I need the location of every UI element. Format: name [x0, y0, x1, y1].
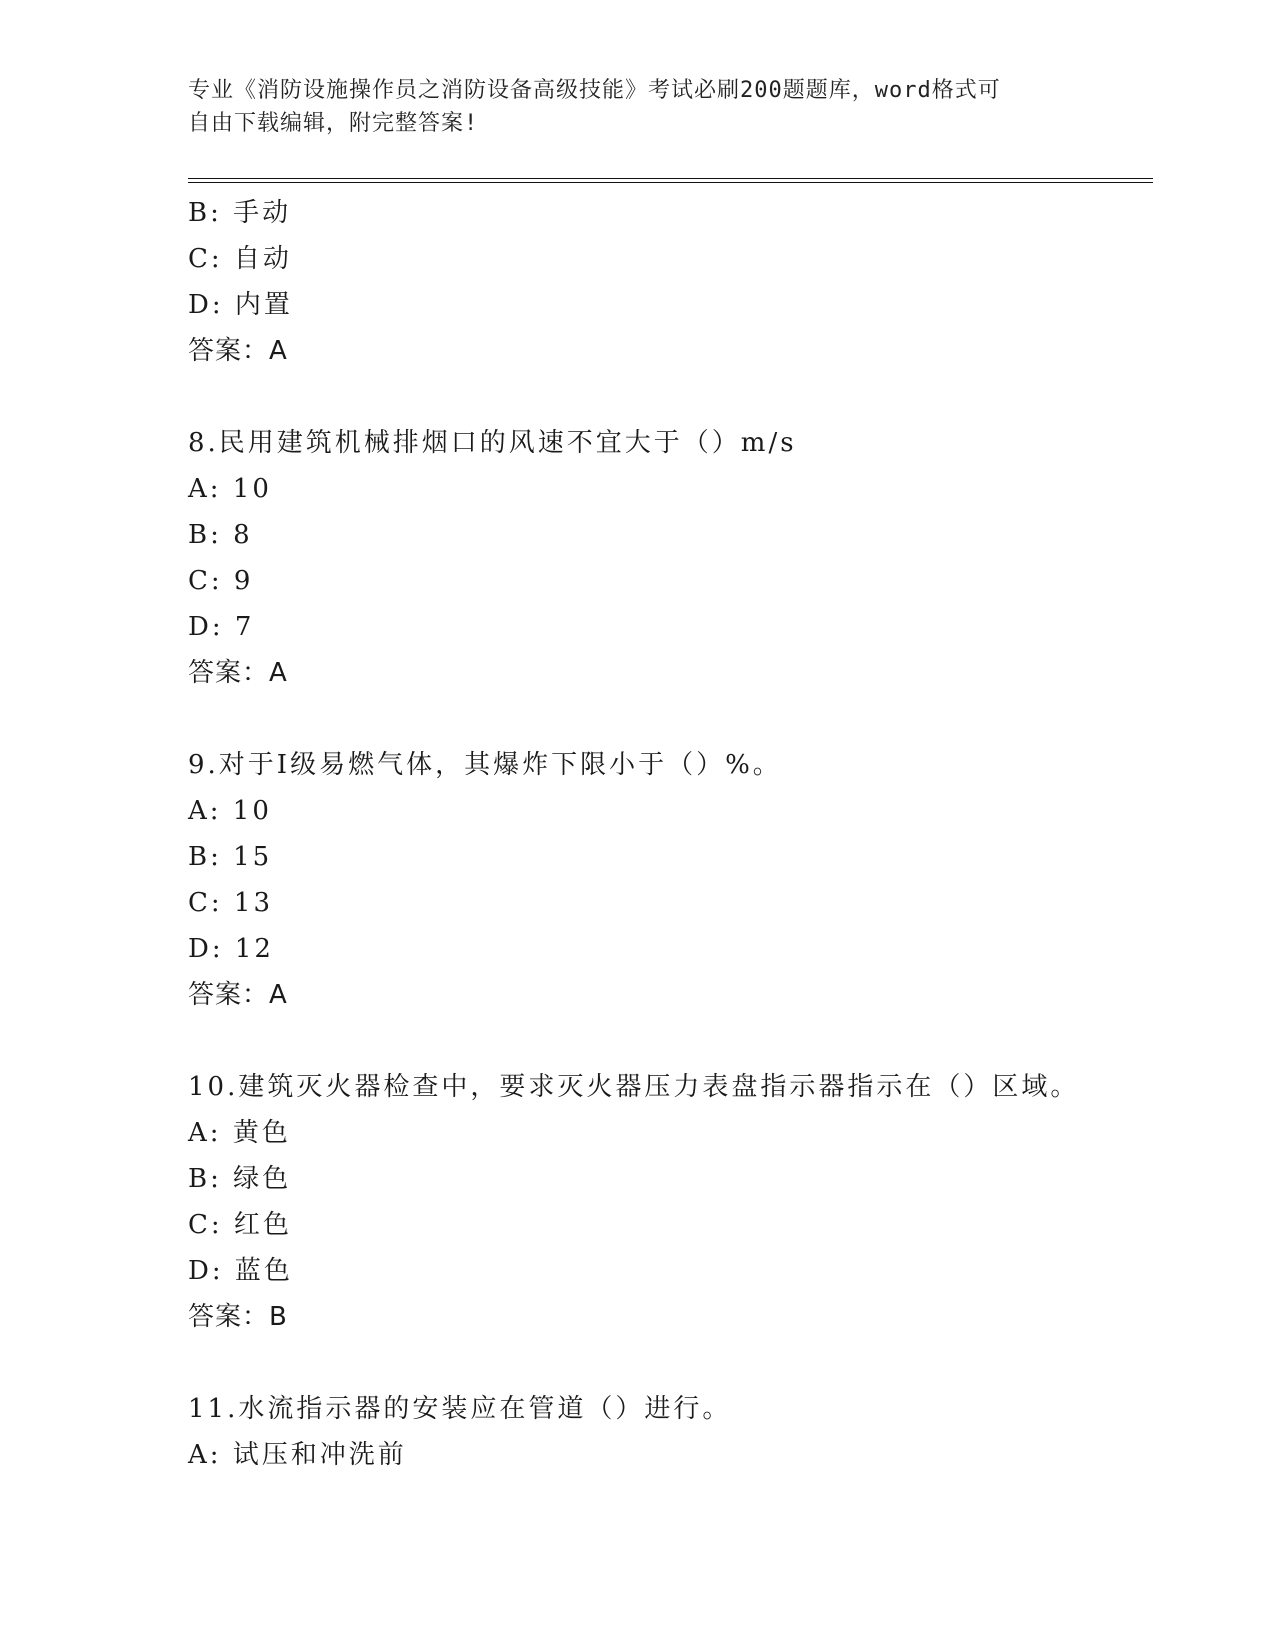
option-d: D: 12 [188, 934, 274, 964]
spacer [188, 1340, 1148, 1386]
option-d: D: 内置 [188, 290, 293, 320]
option-c: C: 9 [188, 566, 254, 596]
spacer [188, 1018, 1148, 1064]
option-d: D: 7 [188, 612, 255, 642]
option-c: C: 自动 [188, 244, 292, 274]
answer-line: 答案：A [188, 658, 288, 688]
option-a: A: 10 [188, 474, 272, 504]
option-a: A: 试压和冲洗前 [188, 1440, 407, 1470]
question-stem: 11.水流指示器的安装应在管道（）进行。 [188, 1394, 732, 1424]
option-c: C: 13 [188, 888, 274, 918]
question-11 [188, 1386, 1148, 1478]
option-a: A: 10 [188, 796, 272, 826]
question-list [188, 190, 1148, 1478]
option-c: C: 红色 [188, 1210, 292, 1240]
question-7-continuation [188, 190, 1148, 374]
option-b: B: 绿色 [188, 1164, 292, 1194]
question-stem: 10.建筑灭火器检查中，要求灭火器压力表盘指示器指示在（）区域。 [188, 1072, 1080, 1102]
option-d: D: 蓝色 [188, 1256, 293, 1286]
option-b: B: 8 [188, 520, 253, 550]
option-b: B: 15 [188, 842, 273, 872]
header-divider-bottom [188, 182, 1153, 183]
question-stem: 8.民用建筑机械排烟口的风速不宜大于（）m/s [188, 428, 797, 458]
question-9 [188, 742, 1148, 1018]
header-line-2: 自由下载编辑，附完整答案! [188, 111, 479, 136]
question-8 [188, 420, 1148, 696]
spacer [188, 374, 1148, 420]
question-stem: 9.对于Ⅰ级易燃气体，其爆炸下限小于（）%。 [188, 750, 782, 780]
option-b: B: 手动 [188, 198, 292, 228]
answer-line: 答案：A [188, 336, 288, 366]
header-divider-top [188, 178, 1153, 179]
question-10 [188, 1064, 1148, 1340]
answer-line: 答案：B [188, 1302, 288, 1332]
option-a: A: 黄色 [188, 1118, 291, 1148]
document-header [188, 74, 1068, 140]
spacer [188, 696, 1148, 742]
answer-line: 答案：A [188, 980, 288, 1010]
header-line-1: 专业《消防设施操作员之消防设备高级技能》考试必刷200题题库，word格式可 [188, 78, 1001, 103]
